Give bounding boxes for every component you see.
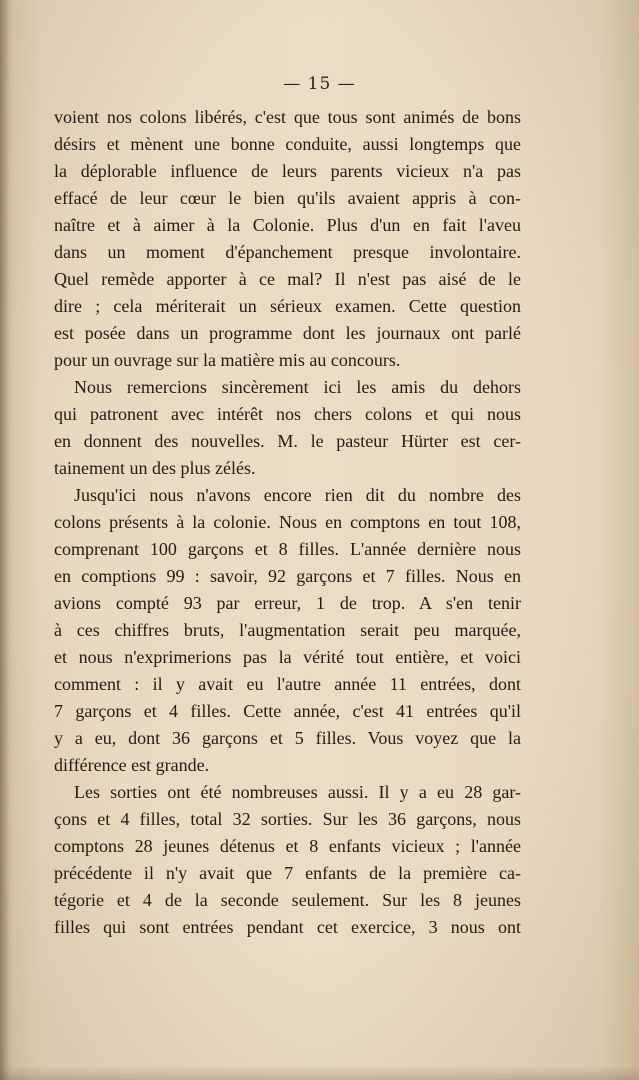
text-line: filles qui sont entrées pendant cet exercice, 3 nous ont bbox=[54, 917, 521, 937]
text-line: tégorie et 4 de la seconde seulement. Sur les 8 jeunes bbox=[54, 890, 521, 910]
paragraph bbox=[54, 104, 521, 374]
text-line: précédente il n'y avait que 7 enfants de la première ca- bbox=[54, 863, 521, 883]
text-line: Quel remède apporter à ce mal? Il n'est pas aisé de le bbox=[54, 269, 521, 289]
text-line: en donnent des nouvelles. M. le pasteur Hürter est cer- bbox=[54, 431, 521, 451]
text-line: désirs et mènent une bonne conduite, aussi longtemps que bbox=[54, 134, 521, 154]
paragraph bbox=[54, 482, 521, 779]
text-line: Les sorties ont été nombreuses aussi. Il y a eu 28 gar- bbox=[74, 782, 521, 802]
paragraph bbox=[54, 374, 521, 482]
text-line: à ces chiffres bruts, l'augmentation serait peu marquée, bbox=[54, 620, 521, 640]
text-line: est posée dans un programme dont les journaux ont parlé bbox=[54, 323, 521, 343]
text-line: Jusqu'ici nous n'avons encore rien dit du nombre des bbox=[74, 485, 521, 505]
text-line: qui patronent avec intérêt nos chers colons et qui nous bbox=[54, 404, 521, 424]
text-line: la déplorable influence de leurs parents vicieux n'a pas bbox=[54, 161, 521, 181]
text-line: voient nos colons libérés, c'est que tous sont animés de bons bbox=[54, 107, 521, 127]
text-line: en comptions 99 : savoir, 92 garçons et 7 filles. Nous en bbox=[54, 566, 521, 586]
text-line: çons et 4 filles, total 32 sorties. Sur les 36 garçons, nous bbox=[54, 809, 521, 829]
text-line: y a eu, dont 36 garçons et 5 filles. Vous voyez que la bbox=[54, 728, 521, 748]
paragraph bbox=[54, 779, 521, 941]
text-line: comprenant 100 garçons et 8 filles. L'année dernière nous bbox=[54, 539, 521, 559]
page-body bbox=[54, 104, 521, 941]
text-line: Nous remercions sincèrement ici les amis du dehors bbox=[74, 377, 521, 397]
text-line: comment : il y avait eu l'autre année 11 entrées, dont bbox=[54, 674, 521, 694]
text-line: effacé de leur cœur le bien qu'ils avaient appris à con- bbox=[54, 188, 521, 208]
text-line: colons présents à la colonie. Nous en comptons en tout 108, bbox=[54, 512, 521, 532]
text-line: 7 garçons et 4 filles. Cette année, c'est 41 entrées qu'il bbox=[54, 701, 521, 721]
text-line: différence est grande. bbox=[54, 755, 210, 775]
text-line: et nous n'exprimerions pas la vérité tout entière, et voici bbox=[54, 647, 521, 667]
text-line: pour un ouvrage sur la matière mis au concours. bbox=[54, 350, 401, 370]
text-line: dans un moment d'épanchement presque involontaire. bbox=[54, 242, 521, 262]
text-line: dire ; cela mériterait un sérieux examen. Cette question bbox=[54, 296, 521, 316]
text-line: comptons 28 jeunes détenus et 8 enfants vicieux ; l'année bbox=[54, 836, 521, 856]
text-line: naître et à aimer à la Colonie. Plus d'un en fait l'aveu bbox=[54, 215, 521, 235]
page-number: — 15 — bbox=[283, 74, 356, 94]
text-line: avions compté 93 par erreur, 1 de trop. A s'en tenir bbox=[54, 593, 521, 613]
text-line: tainement un des plus zélés. bbox=[54, 458, 256, 478]
